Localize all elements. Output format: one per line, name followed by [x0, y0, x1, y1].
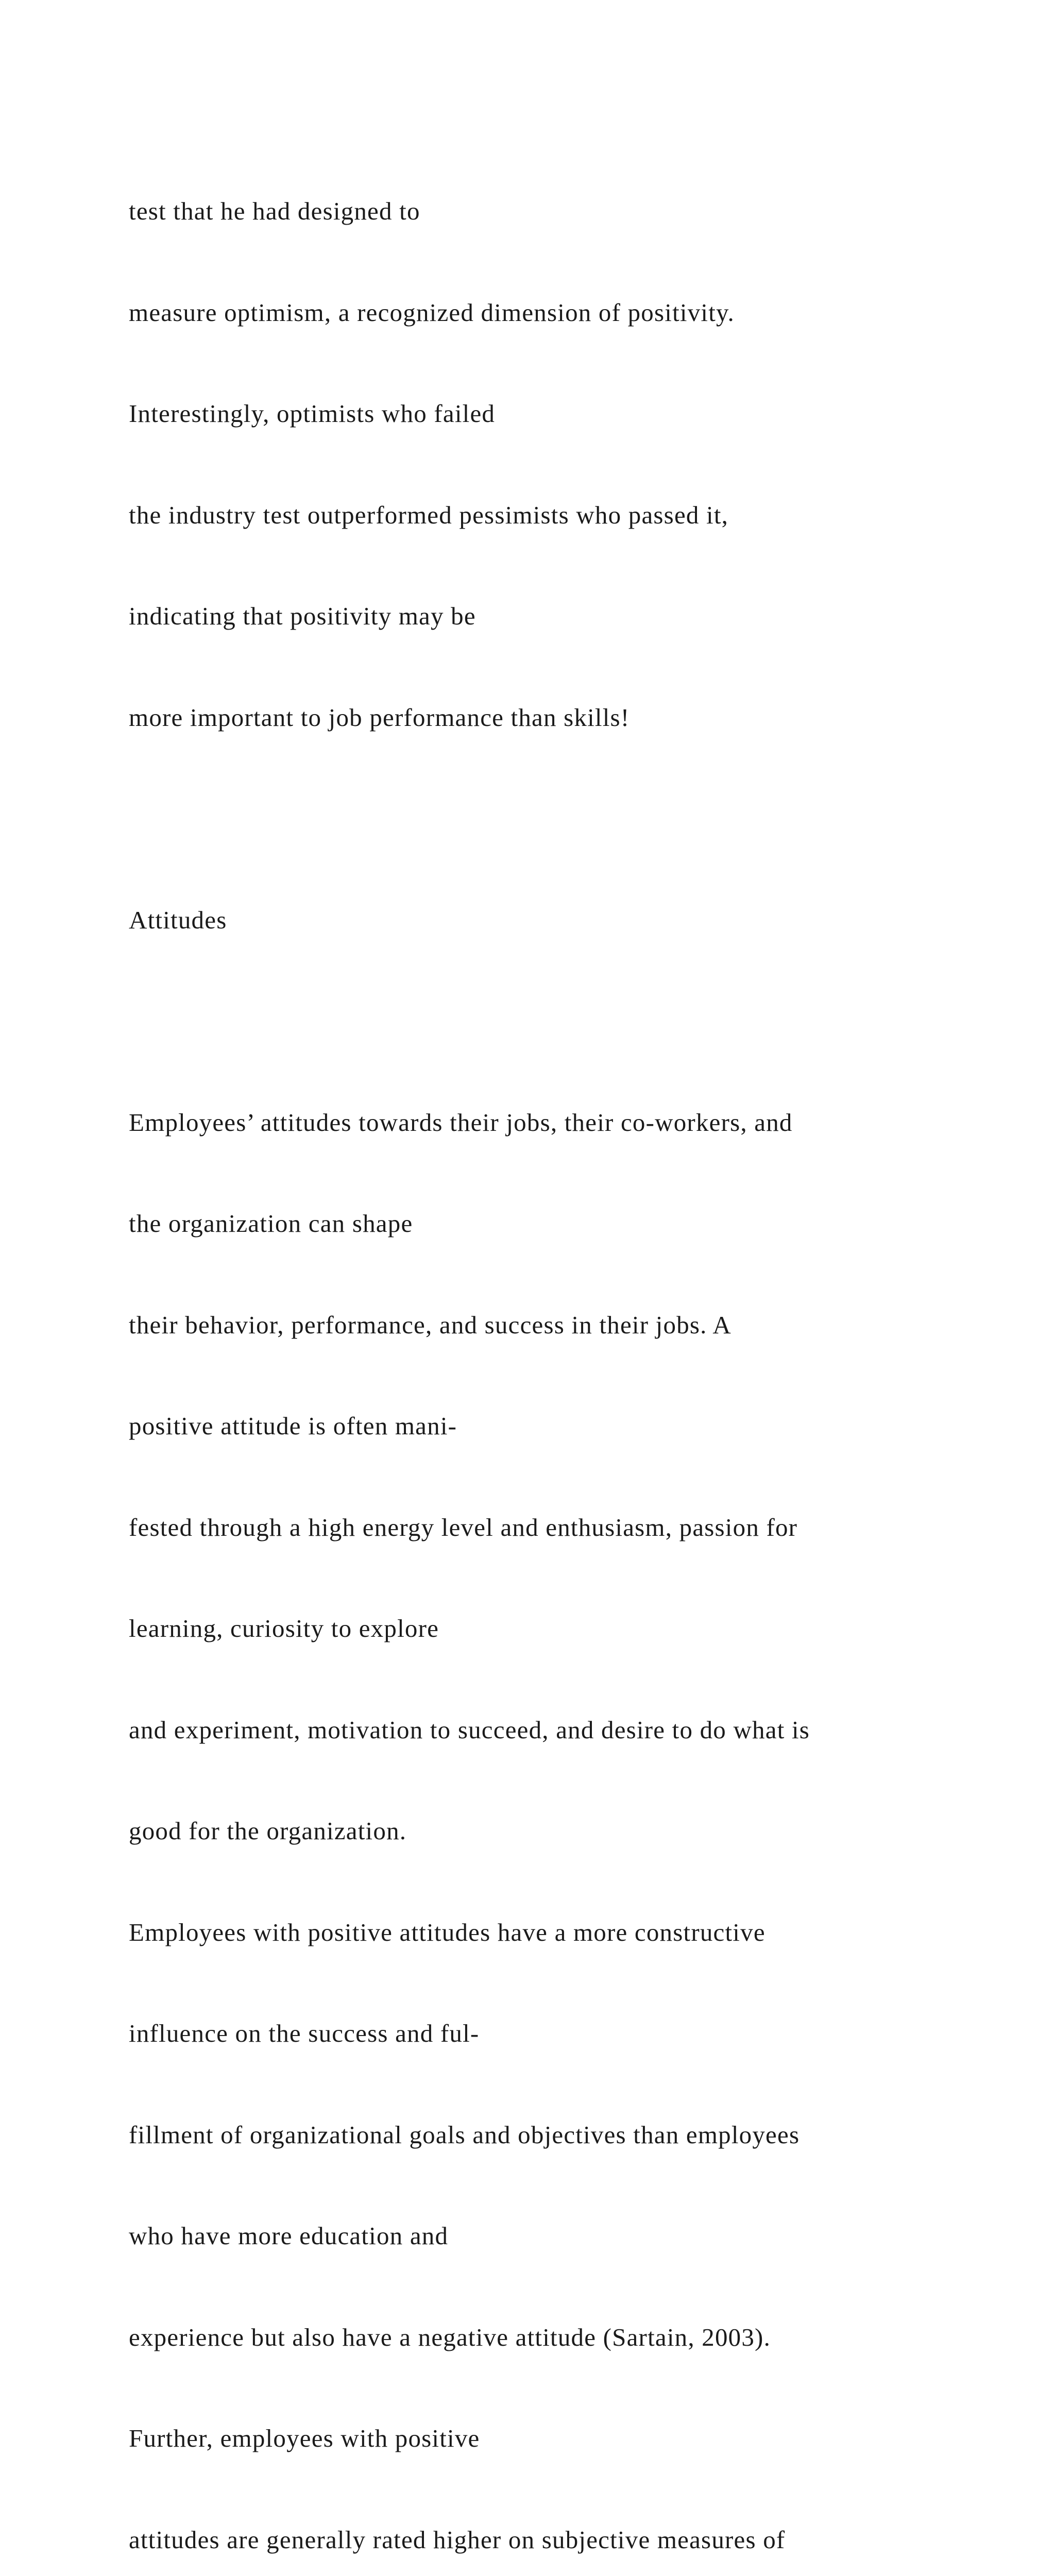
section-heading: Attitudes [129, 905, 227, 934]
text-line: their behavior, performance, and success in their jobs. A [129, 1310, 731, 1339]
text-line: Interestingly, optimists who failed [129, 399, 496, 428]
text-line: test that he had designed to [129, 197, 420, 225]
text-line: and experiment, motivation to succeed, and desire to do what is [129, 1715, 810, 1744]
text-line: influence on the success and ful- [129, 2019, 480, 2047]
text-line: fested through a high energy level and enthusiasm, passion for [129, 1513, 798, 1541]
document-body [129, 127, 1015, 2576]
text-line: good for the organization. [129, 1817, 407, 1845]
text-line: fillment of organizational goals and objectives than employees [129, 2120, 800, 2149]
blank-line [129, 802, 1015, 836]
text-line: indicating that positivity may be [129, 602, 476, 630]
text-line: who have more education and [129, 2222, 449, 2250]
text-line: Employees’ attitudes towards their jobs, their co-workers, and [129, 1108, 793, 1137]
text-line: more important to job performance than skills! [129, 703, 630, 732]
text-line: Further, employees with positive [129, 2424, 480, 2452]
text-line: experience but also have a negative attitude (Sartain, 2003). [129, 2323, 771, 2351]
text-line: positive attitude is often mani- [129, 1412, 457, 1440]
text-line: the industry test outperformed pessimists who passed it, [129, 500, 729, 529]
text-line: Employees with positive attitudes have a more constructive [129, 1918, 765, 1946]
blank-line [129, 1004, 1015, 1038]
text-line: measure optimism, a recognized dimension of positivity. [129, 298, 735, 327]
text-line: attitudes are generally rated higher on subjective measures of [129, 2525, 786, 2554]
text-line: the organization can shape [129, 1209, 413, 1238]
text-line: learning, curiosity to explore [129, 1614, 439, 1642]
